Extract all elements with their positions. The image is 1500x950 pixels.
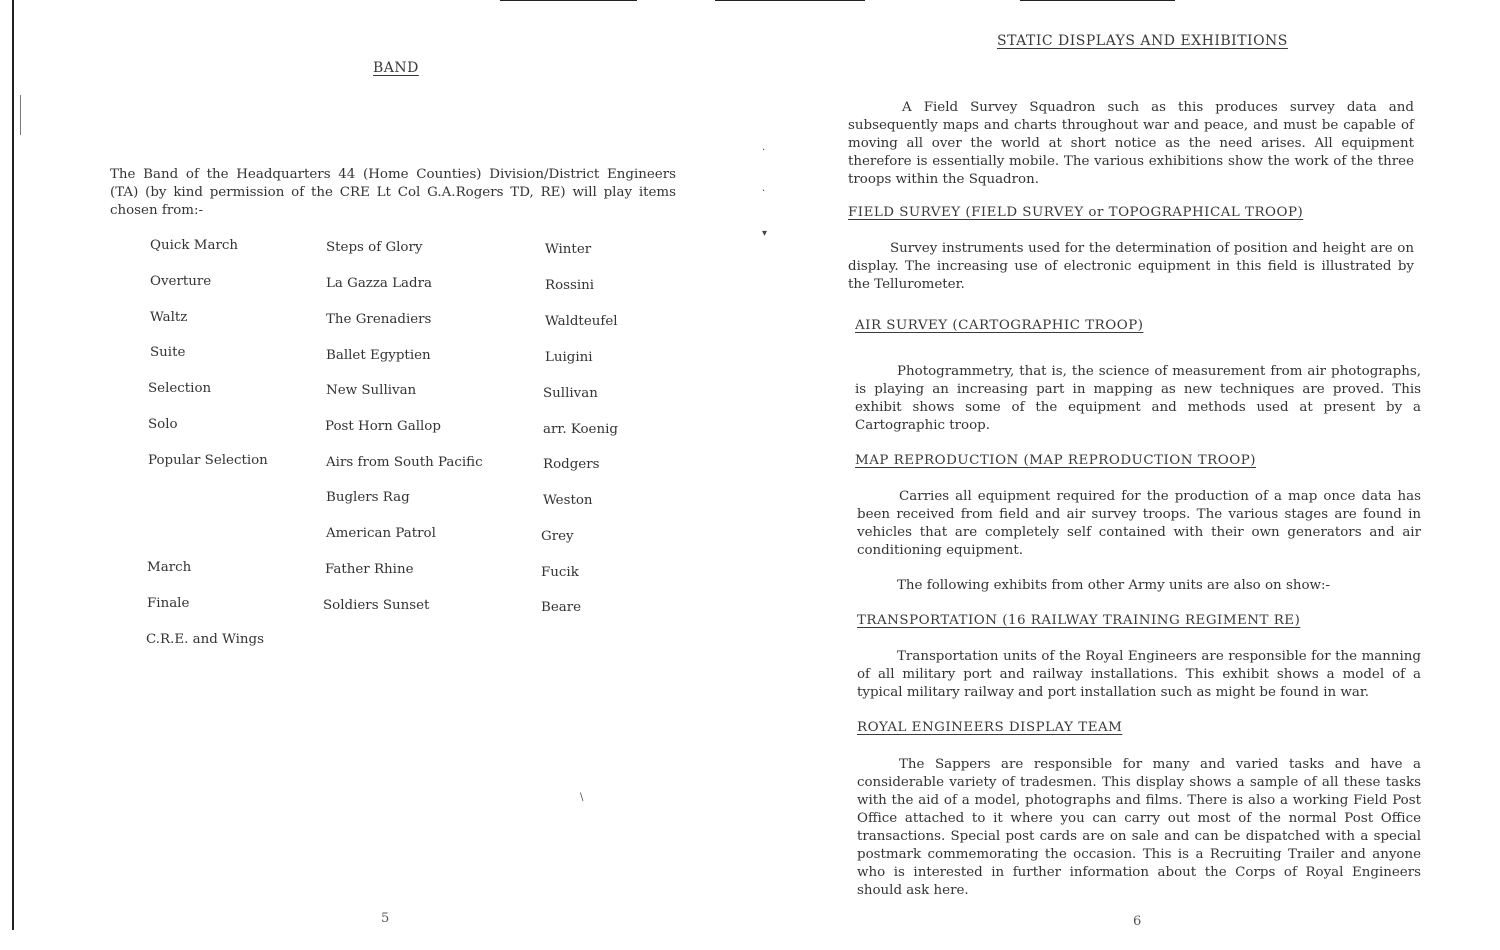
exhibitions-intro: A Field Survey Squadron such as this produces survey data and subsequently maps and charts throughout war and peace, and must be capable of moving all over the world at short notice as the need arises. All equipment therefore is essentially mobile. The various exhibitions show the work of the three troops within the Squadron. xyxy=(848,100,1414,187)
section-body-display-team: The Sappers are responsible for many and varied tasks and have a considerable variety of tradesmen. This display shows a sample of all these tasks with the aid of a model, photographs and films. There is also a working Field Post Office attached to it where you can carry out most of the normal Post Office transactions. Special post cards are on sale and can be dispatched with a special postmark commemorating the occasion. This is a Recruiting Trailer and anyone who is interested in further information about the Corps of Royal Engineers should ask here. xyxy=(857,757,1421,898)
programme-composer: Sullivan xyxy=(543,386,598,401)
page-number-left: 5 xyxy=(381,911,390,926)
programme-type: Suite xyxy=(150,345,186,360)
programme-title: Father Rhine xyxy=(325,562,414,577)
section-heading-transportation: TRANSPORTATION (16 RAILWAY TRAINING REGIMENT RE) xyxy=(857,613,1301,628)
programme-type: Popular Selection xyxy=(148,453,268,468)
section-body-air-survey: Photogrammetry, that is, the science of measurement from air photographs, is playing an increasing part in mapping as new techniques are proved. This exhibit shows some of the equipment and methods used at present by a Cartographic troop. xyxy=(855,364,1421,433)
programme-composer: Grey xyxy=(541,529,574,544)
programme-title: Buglers Rag xyxy=(326,490,410,505)
scan-speck: · xyxy=(762,145,766,156)
section-heading-field-survey: FIELD SURVEY (FIELD SURVEY or TOPOGRAPHICAL TROOP) xyxy=(848,205,1304,220)
programme-composer: Beare xyxy=(541,600,582,615)
section-body-map-reproduction: Carries all equipment required for the production of a map once data has been received from field and air survey troops. The various stages are found in vehicles that are completely self contained with their own generators and air conditioning equipment. xyxy=(857,489,1421,558)
programme-composer: arr. Koenig xyxy=(543,422,618,437)
band-title: BAND xyxy=(373,60,419,76)
programme-composer: Luigini xyxy=(545,350,593,365)
programme-title: American Patrol xyxy=(326,526,436,541)
programme-title: Airs from South Pacific xyxy=(326,455,483,470)
programme-title: New Sullivan xyxy=(326,383,417,398)
section-heading-map-reproduction: MAP REPRODUCTION (MAP REPRODUCTION TROOP) xyxy=(855,453,1256,468)
scan-speck: ▾ xyxy=(762,228,768,239)
band-intro: The Band of the Headquarters 44 (Home Counties) Division/District Engineers (TA) (by kind permission of the CRE Lt Col G.A.Rogers TD, RE) will play items chosen from:- xyxy=(110,167,676,218)
programme-type: March xyxy=(147,560,192,575)
programme-title: The Grenadiers xyxy=(326,312,432,327)
section-body-transportation: Transportation units of the Royal Engineers are responsible for the manning of all military port and railway installations. This exhibit shows a model of a typical military railway and port installation such as might be found in war. xyxy=(857,649,1421,700)
programme-composer: Waldteufel xyxy=(545,314,618,329)
programme-title: La Gazza Ladra xyxy=(326,276,432,291)
programme-title: Steps of Glory xyxy=(326,240,423,255)
top-rule-left xyxy=(500,0,637,1)
top-rule-center xyxy=(715,0,865,1)
programme-title: Ballet Egyptien xyxy=(326,348,431,363)
other-units-note: The following exhibits from other Army units are also on show:- xyxy=(897,578,1330,593)
exhibitions-title: STATIC DISPLAYS AND EXHIBITIONS xyxy=(997,33,1288,49)
binding-edge-line xyxy=(12,0,14,930)
section-body-field-survey: Survey instruments used for the determination of position and height are on display. The increasing use of electronic equipment in this field is illustrated by the Tellurometer. xyxy=(848,241,1414,292)
top-rule-right xyxy=(1020,0,1175,1)
programme-type: Overture xyxy=(150,274,212,289)
programme-type: Selection xyxy=(148,381,212,396)
page-number-right: 6 xyxy=(1133,914,1142,929)
programme-type: Solo xyxy=(148,417,178,432)
programme-composer: Weston xyxy=(543,493,593,508)
programme-type: Quick March xyxy=(150,238,238,253)
programme-composer: Rossini xyxy=(545,278,595,293)
binding-edge-line-inner xyxy=(20,95,21,135)
programme-title: Post Horn Gallop xyxy=(325,419,441,434)
programme-type: Finale xyxy=(147,596,190,611)
programme-composer: Rodgers xyxy=(543,457,600,472)
programme-composer: Fucik xyxy=(541,565,579,580)
section-heading-air-survey: AIR SURVEY (CARTOGRAPHIC TROOP) xyxy=(855,318,1144,333)
scan-speck: \ xyxy=(580,792,584,803)
section-heading-display-team: ROYAL ENGINEERS DISPLAY TEAM xyxy=(857,720,1123,735)
programme-type: C.R.E. and Wings xyxy=(146,632,264,647)
programme-composer: Winter xyxy=(545,242,592,257)
scan-speck: · xyxy=(762,186,766,197)
programme-type: Waltz xyxy=(150,310,188,325)
programme-title: Soldiers Sunset xyxy=(323,598,430,613)
